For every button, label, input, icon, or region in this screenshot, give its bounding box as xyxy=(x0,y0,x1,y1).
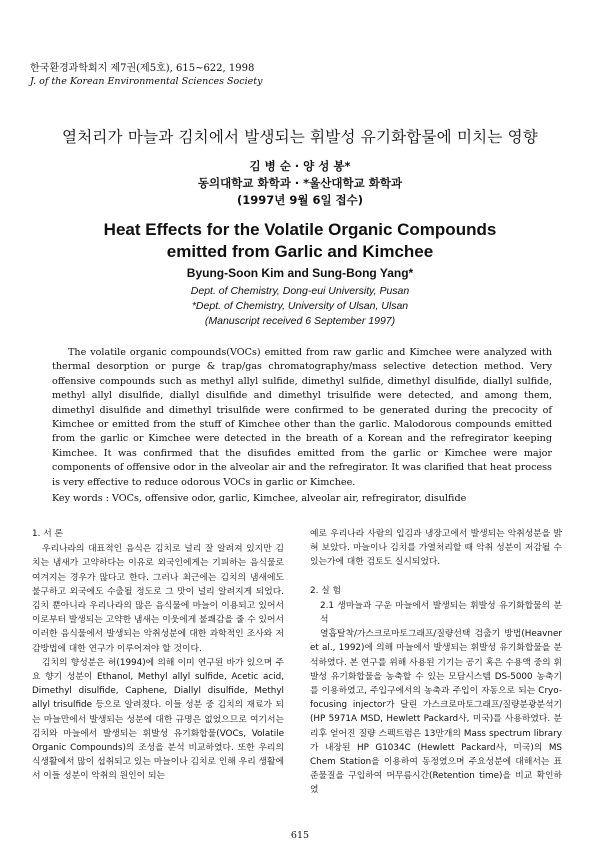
author-names-ko: 김 병 순 · 양 성 봉* xyxy=(249,159,351,173)
abstract xyxy=(52,346,552,490)
paragraph: 우리나라의 대표적인 음식은 김치로 널리 잘 알려져 있지만 김치는 냄새가 고약하다는 이유로 외국인에게는 기피하는 음식물로 여겨지는 경우가 많다고 한다. 그러나 최근에는 김치의 냄새에도 불구하고 외국에도 수출될 정도로 그 맛이 널리 알려지게 되었다. 김치 뿐아니라 우리나라의 많은 음식물에 마늘이 이용되고 있어서 이로부터 발생되는 고약한 냄새는 이웃에게 불쾌감을 줄 수 있어서 이러한 음식물에서 발생되는 악취성분에 대한 과학적인 조사와 저감방법에 대한 연구가 이루어져야 할 것이다. xyxy=(32,544,284,654)
abstract-text: The volatile organic compounds(VOCs) emitted from raw garlic and Kimchee were analyzed with thermal desorption or purge & trap/gas chromatography/mass selective detection method. Very offensive compounds such as methyl allyl sulfide, dimethyl sulfide, dimethyl disulfide, diallyl sulfide, methyl allyl disulfide, diallyl disulfide and dimethyl trisulfide were detected, and among them, dimethyl disulfide and dimethyl trisulfide were confirmed to be generated during the precocity of Kimchee or emitted from the stuff of Kimchee other than the garlic. Malodorous compounds emitted from the garlic or Kimchee were detected in the breath of a Korean and the refregirator keeping Kimchee. It was confirmed that the disufides emitted from the garlic or Kimchee were major components of offensive odor in the alveolar air and the refregirator. It was clarified that heat process is very effective to reduce odorous VOCs in garlic or Kimchee. xyxy=(52,347,552,488)
affiliation-ko: 동의대학교 화학과 · *울산대학교 화학과 xyxy=(197,176,403,190)
subsection-heading: 2.1 생마늘과 구운 마늘에서 발생되는 휘발성 유기화합물의 분석 xyxy=(320,600,562,626)
page-number: 615 xyxy=(290,830,310,841)
keywords: Key words : VOCs, offensive odor, garlic, Kimchee, alveolar air, refregirator, disulfide xyxy=(52,493,467,504)
received-date-en: (Manuscript received 6 September 1997) xyxy=(204,315,396,327)
title-english-line2: emitted from Garlic and Kimchee xyxy=(166,242,434,261)
title-english-line1: Heat Effects for the Volatile Organic Compounds xyxy=(103,220,497,239)
paragraph: 김치의 향성분은 허(1994)에 의해 이미 연구된 바가 있으며 주요 향기 성분이 Ethanol, Methyl allyl sulfide, Acetic acid, Dimethyl disulfide, Caphene, Diallyl disulfide, Methyl allyl trisulfide 등으로 알려졌다. 이들 성분 중 김치의 재료가 되는 마늘만에서 발생되는 성분에 대한 규명은 없었으므로 여기서는 김치와 마늘에서 발생되는 휘발성 유기화합물(VOCs, Volatile Organic Compounds)의 조성을 분석 비교하였다. 또한 우리의 식생활에서 많이 섭취되고 있는 마늘이나 김치로 인해 우리 생활에서 이들 성분이 악취의 원인이 되는 xyxy=(32,657,284,782)
paragraph: 예로 우리나라 사람의 입김과 냉장고에서 발생되는 악취성분을 밝혀 보았다. 마늘이나 김치를 가열처리할 때 악취 성분이 저감될 수 있는가에 대한 검토도 실시되었다. xyxy=(310,529,562,568)
section-heading-experiment: 2. 실 험 xyxy=(310,585,341,596)
author-names-en: Byung-Soon Kim and Sung-Bong Yang* xyxy=(186,266,414,280)
journal-name-en: J. of the Korean Environmental Sciences Society xyxy=(30,76,263,87)
spacer xyxy=(310,570,562,584)
body-column-left xyxy=(32,527,284,784)
journal-header xyxy=(30,62,262,88)
authors-english xyxy=(0,266,600,329)
department-2: *Dept. of Chemistry, University of Ulsan, Ulsan xyxy=(191,300,409,312)
department-1: Dept. of Chemistry, Dong-eui University, Pusan xyxy=(190,285,410,297)
received-date-ko: (1997년 9월 6일 접수) xyxy=(236,193,364,207)
title-korean: 열처리가 마늘과 김치에서 발생되는 휘발성 유기화합물에 미치는 영향 xyxy=(62,128,538,146)
paragraph: 열흡탈착/가스크로마토그래프/질량선택 검출기 방법(Heavner et al., 1992)에 의해 마늘에서 발생되는 휘발성 유기화합물을 분석하였다. 본 연구를 위해 사용된 기기는 공기 혹은 수용액 중의 휘발성 유기화합물을 농축할 수 있는 모담시스템 DS-5000 농축기를 이용하였고, 주입구에서의 농축과 주입이 자동으로 되는 Cryo-focusing injector가 달린 가스크로마토그래프/질량분광분석기(HP 5971A MSD, Hewlett Packard사, 미국)를 사용하였다. 분리후 얻어진 질량 스펙트럼은 13만개의 Mass spectrum library가 내장된 HP G1034C (Hewlett Packard사, 미국)의 MS Chem Station을 이용하여 동정였으며 주요성분에 대해서는 표준물질을 구입하여 머무름시간(Retention time)을 비교 확인하였 xyxy=(310,629,562,796)
journal-citation-ko: 한국환경과학회지 제7권(제5호), 615~622, 1998 xyxy=(30,63,255,74)
title-english xyxy=(0,219,600,263)
section-heading-introduction: 1. 서 론 xyxy=(32,529,63,539)
authors-korean xyxy=(0,158,600,209)
body-column-right xyxy=(310,527,562,798)
